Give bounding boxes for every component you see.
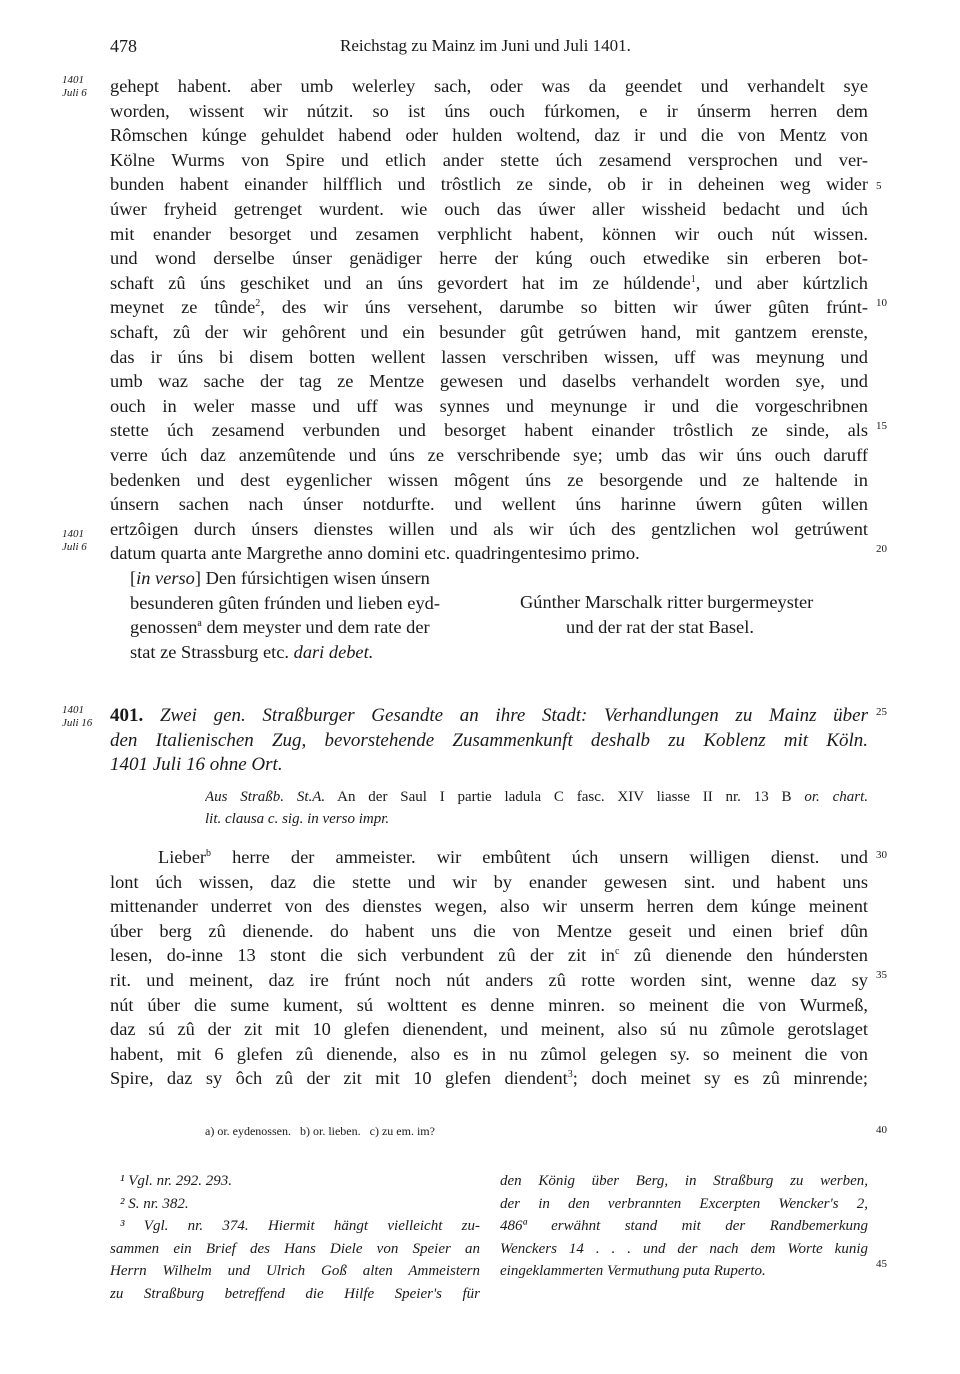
text-line: und der rat der stat Basel. [566,616,754,637]
text-line [110,295,868,320]
page-header [0,36,960,60]
margin-day: Juli 16 [62,717,93,729]
text-line: lont úch wissen, daz die stette und wir by enander gewesen sint. und habent uns [110,871,868,892]
text-line: [in verso] Den fúrsichtigen wisen únsern [130,568,430,588]
line-number: 5 [876,180,882,192]
text-segment: genossen [130,617,198,638]
margin-year: 1401 [62,704,84,716]
note-ref: b [206,847,211,859]
footnote-ref: 1 [690,273,696,285]
margin-date-2 [62,528,87,554]
text-segment: Lieber [158,847,206,867]
footnote-line: Wenckers 14 . . . und der nach dem Worte kunig [500,1240,868,1257]
critical-note-c: c) zu em. im? [369,1124,435,1138]
footnote-line: 486ª erwähnt stand mit der Randbemerkung [500,1218,868,1234]
page-number: 478 [110,36,137,56]
verso-label: in verso [136,568,195,588]
text-line [110,1066,868,1091]
text-segment: Spire, daz sy ôch zû der zit mit 10 glefen diendent [110,1068,568,1089]
source-line: lit. clausa c. sig. in verso impr. [205,811,390,827]
dari-debet: dari debet. [293,641,374,662]
source-line [205,786,868,808]
footnote-line: den König über Berg, in Straßburg zu werben, [500,1173,868,1189]
verso-address [130,566,500,664]
text-segment: ; doch meinet sy es zû minrende; [572,1068,868,1089]
running-title: Reichstag zu Mainz im Juni und Juli 1401. [340,36,631,55]
text-line: Kölne Wurms von Spire und etlich ander stette úch zesamend versprochen und ver- [110,149,868,170]
heading-line: den Italienischen Zug, bevorstehende Zusammenkunft deshalb zu Koblenz mit Köln. [110,729,868,751]
text-segment: dem meyster und dem rate der [206,617,430,638]
text-line: ouch in weler masse und uff was synnes und meynunge ir und die vorgeschribnen [110,395,868,416]
text-line: besunderen gûten frúnden und lieben eyd- [130,592,440,613]
text-line: rit. und meinent, daz ire frúnt noch nút anders zû rotte worden sint, wenne daz sy [110,969,868,990]
text-segment: meynet ze tûnde [110,297,256,318]
text-line: daz sú zû der zit mit 10 glefen dienendent, und meinent, also sú nu zûmole gerotslaget [110,1019,868,1040]
text-line: stette úch zesamend verbunden und besorget habent einander trôstlich ze sinde, als [110,420,868,441]
text-segment: , des wir úns versehent, darumbe so bitten wir úwer gûten frúnt- [260,297,868,318]
text-segment: herre der ammeister. wir embûtent úch unsern willigen dienst. und [232,847,868,867]
text-segment: schaft zû úns geschiket und an úns gevordert hat im ze húldende [110,272,691,293]
text-line: schaft, zû der wir gehôrent und ein besunder gût getrúwen hand, mit gantzem erenste, [110,321,868,342]
line-number: 15 [876,420,887,432]
text-line: das ir úns bi disem botten wellent lassen verschriben wissen, uff was meynung und [110,346,868,367]
line-number: 25 [876,706,887,718]
footnote-line: eingeklammerten Vermuthung puta Ruperto. [500,1263,766,1279]
critical-note-b: b) or. lieben. [299,1124,361,1138]
footnote-ref: 3 [567,1069,573,1081]
text-line: und wond derselbe únser genädiger herre der kúng ouch etwedike sin erberen bot- [110,248,868,269]
margin-year: 1401 [62,74,84,86]
text-line: datum quarta ante Margrethe anno domini etc. quadringentesimo primo. [110,543,640,564]
text-line [110,845,868,870]
text-segment: or. chart. [804,789,868,805]
footnotes-right [500,1170,868,1283]
source-note [205,786,868,830]
text-segment: Aus Straßb. St.A. [205,789,326,805]
text-line: úwer fryheid getrenget wurdent. wie ouch das úwer aller wissheid bedacht und úch [110,198,868,219]
text-line: úber berg zû dienende. do habent uns die von Mentze geseit und einen brief dûn [110,920,868,941]
line-number: 20 [876,543,887,555]
text-segment: Den fúrsichtigen wisen únsern [205,568,430,588]
doc401-body [110,845,868,1091]
margin-day: Juli 6 [62,541,87,553]
text-line: mit enander besorget und zesamen verphlicht habent, können wir ouch nút wissen. [110,223,868,244]
doc-heading [110,704,868,778]
line-number: 10 [876,297,887,309]
text-line [130,640,500,665]
text-segment: An der Saul I partie ladula C fasc. XIV liasse II nr. 13 B [337,789,792,805]
text-line: gehept habent. aber umb welerley sach, oder was da geendet und verhandelt sye [110,76,868,96]
text-line: bedenken und dest eygenlicher wissen môgent úns ze besorgende und ze haltende in [110,469,868,490]
footnote-line: Herrn Wilhelm und Ulrich Goß alten Ammeistern [110,1263,480,1279]
text-line [130,615,500,640]
text-segment: lesen, do-inne 13 stont die sich verbundent zû der zit in [110,945,615,966]
heading-line [110,704,868,729]
footnote-line: ³ Vgl. nr. 374. Hiermit hängt vielleicht zu- [120,1218,480,1234]
text-line [110,943,868,968]
text-line: nút úber die sume kument, sú wolttent es denne minren. so meinent die von Wurmeß, [110,994,868,1015]
footnote-line: der in den verbrannten Excerpten Wencker's 2, [500,1195,868,1212]
margin-year: 1401 [62,528,84,540]
line-number: 30 [876,849,887,861]
text-line: Rômschen kúnge gehuldet habend oder hulden woltend, daz ir und die von Mentz von [110,125,868,146]
text-line: worden, wissent wir nútzit. so ist úns ouch fúrkomen, e ir únserm herren dem [110,100,868,121]
line-number: 35 [876,969,887,981]
footnote-ref: 2 [255,298,261,310]
text-line: umb waz sache der tag ze Mentze gewesen und daselbs verhandelt worden sye, und [110,371,868,392]
letter-body [110,74,868,566]
text-line: ertzôigen durch únsers dienstes willen und als wir úch des gentzlichen wol getrúwent [110,518,868,539]
line-number: 40 [876,1124,887,1136]
margin-date-1 [62,74,87,100]
line-number: 45 [876,1258,887,1270]
margin-date-3 [62,704,92,730]
text-line: bunden habent einander hilfflich und trôstlich ze sinde, ob ir in deheinen weg wider [110,174,868,195]
footnote-line: sammen ein Brief des Hans Diele von Speier an [110,1240,480,1257]
text-line: únsern sachen nach únser notdurfte. und wellent úns harinne úwern gûten willen [110,494,868,515]
margin-day: Juli 6 [62,87,87,99]
text-segment: Zwei gen. Straßburger Gesandte an ihre Stadt: Verhandlungen zu Mainz über [159,705,868,726]
text-line: habent, mit 6 glefen zû dienende, also es in nu zûmol gelegen sy. so meinent die von [110,1043,868,1064]
critical-note-a: a) or. eydenossen. [205,1124,291,1138]
footnote-line: ¹ Vgl. nr. 292. 293. [120,1173,233,1189]
note-ref: a [197,618,202,630]
text-line [110,271,868,296]
text-segment: stat ze Strassburg etc. [130,641,290,662]
signature [520,590,868,639]
critical-notes [205,1124,435,1139]
text-segment: zû dienende den húndersten [619,945,868,966]
footnotes-left [110,1170,480,1305]
footnote-line: ² S. nr. 382. [120,1195,189,1212]
note-ref: c [615,946,620,958]
text-segment: , und aber kúrtzlich [695,272,868,293]
text-line: mittenander underret von des dienstes wegen, also wir unserm herren dem kúnge meinent [110,896,868,917]
heading-line: 1401 Juli 16 ohne Ort. [110,754,283,776]
text-line: Gúnther Marschalk ritter burgermeyster [520,592,814,612]
footnote-line: zu Straßburg betreffend die Hilfe Speier's für [110,1285,480,1302]
text-line: verre úch daz anzemûtende und úns ze verschribende sye; umb das wir úns ouch daruff [110,444,868,465]
doc-number: 401. [110,705,144,726]
